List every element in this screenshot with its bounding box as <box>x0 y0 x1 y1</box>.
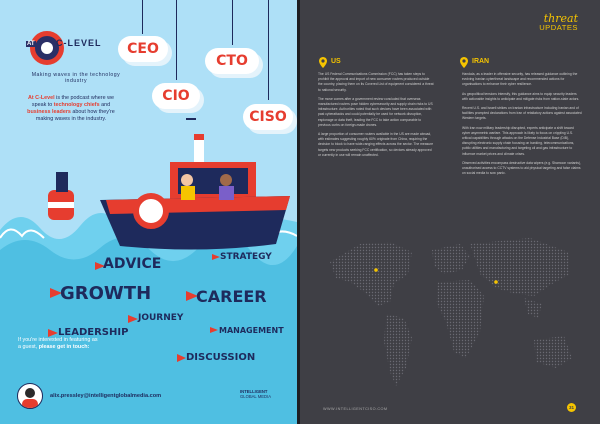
word-growth: GROWTH <box>60 283 152 304</box>
location-pin-icon <box>319 57 327 68</box>
intro-brand: At C-Level <box>27 95 55 101</box>
iran-heading: IRAN <box>472 58 490 65</box>
footer-url[interactable]: WWW.INTELLIGENTCISO.COM <box>323 407 388 411</box>
section-title-line1: threat <box>543 12 578 25</box>
email-link[interactable]: alix.pressley@intelligentglobalmedia.com <box>50 393 162 399</box>
iran-paragraph: Handala, as a leader in offensive security, has released guidance outlining the evolving Iranian cyberthreat landscape and recommended actions for organisations to enhance their cyber resilience. <box>462 72 578 87</box>
section-title <box>539 14 578 32</box>
word-strategy: STRATEGY <box>220 252 272 262</box>
word-journey: JOURNEY <box>138 313 184 323</box>
us-heading: US <box>331 58 341 65</box>
intro-highlight: business leaders <box>27 109 71 115</box>
intro-part: about how they're making waves in the industry. <box>35 109 115 122</box>
word-career: CAREER <box>196 287 267 306</box>
section-title-line2: UPDATES <box>539 23 578 32</box>
word-discussion: DISCUSSION <box>186 352 256 363</box>
cloud-cto: CTO <box>205 48 259 74</box>
iran-paragraph: Recent U.S. and Israeli strikes on Iranian infrastructure including Iranian and of facilities prompted declarations from Iran of retaliatory actions against associated Western targets. <box>462 106 582 121</box>
us-marker <box>374 268 378 272</box>
world-map <box>320 222 582 402</box>
iran-paragraph: Observed activities encompass destructive data wipers (e.g. Shamoon variants), unauthorised access to CCTV systems to aid physical targeting and false claims on social media to sow panic. <box>462 160 581 176</box>
iran-paragraph: With Iran now military leadership disrupted, experts anticipate a shift toward cyber asymmetric warfare. This approach is likely to focus on crippling U.S. critical capabilities through attacks on the Defense Industrial Base (DIB), disrupting electronic supply chain focusing on banking, telecommunications, public utilities and manufacturing and targeting oil and gas infrastructure to influence market prices and climate crises. <box>462 125 575 156</box>
us-paragraph: The move comes after a government review concluded that overseas manufactured routers pose hidden cybersecurity and supply chain risks to US infrastructure. Authorities noted that such devices have been associated with past cyberattacks and could potentially be used for network disruption, espionage or data theft, leading the FCC to take action comparable to previous curbs on foreign-made drones. <box>318 96 433 127</box>
iran-column <box>462 72 582 180</box>
us-paragraph: The US Federal Communications Commission (FCC) has taken steps to prohibit the approval and import of new consumer routers produced outside the country, placing them on its Covered List of equipment considered a threat to national security. <box>318 72 434 92</box>
brand-line: GLOBAL MEDIA <box>240 394 272 399</box>
intro-part: is the podcast where we speak to <box>31 95 114 108</box>
brand-line: INTELLIGENT <box>240 389 268 394</box>
logo-name: C-LEVEL <box>56 38 102 48</box>
page-number: 31 <box>568 405 574 410</box>
left-page <box>0 0 297 424</box>
contact-text <box>18 337 98 351</box>
word-management: MANAGEMENT <box>219 326 284 335</box>
logo-at: AT <box>27 41 35 47</box>
intro-part: and <box>99 102 111 108</box>
logo-tagline: Making waves in the technology industry <box>31 72 121 84</box>
location-pin-icon <box>460 57 468 68</box>
cloud-ceo: CEO <box>118 36 168 62</box>
iran-paragraph: As geopolitical tensions intensify, this guidance aims to equip security leaders with actionable insights to anticipate and mitigate risks from nation-state actors. <box>462 91 580 101</box>
intro-highlight: technology chiefs <box>53 102 100 108</box>
iran-marker <box>494 280 498 284</box>
avatar <box>17 383 43 409</box>
brand-logo <box>240 389 271 399</box>
word-leadership: LEADERSHIP <box>58 327 129 338</box>
cloud-cio: CIO <box>152 83 200 109</box>
contact-line: If you're interested in featuring as a guest, <box>18 337 98 350</box>
us-paragraph: A large proportion of consumer routers available in the US are made abroad, with estimates suggesting roughly 60% originate from China, requiring the decision to block to have wide-ranging effects across the sector. The measure targets new products seeking FCC certification, so devices already approved or currently in use will remain unaffected. <box>318 132 434 157</box>
word-advice: ADVICE <box>103 256 162 272</box>
cloud-ciso: CISO <box>243 104 293 130</box>
contact-cta: please get in touch: <box>38 344 90 350</box>
us-column <box>318 72 434 162</box>
